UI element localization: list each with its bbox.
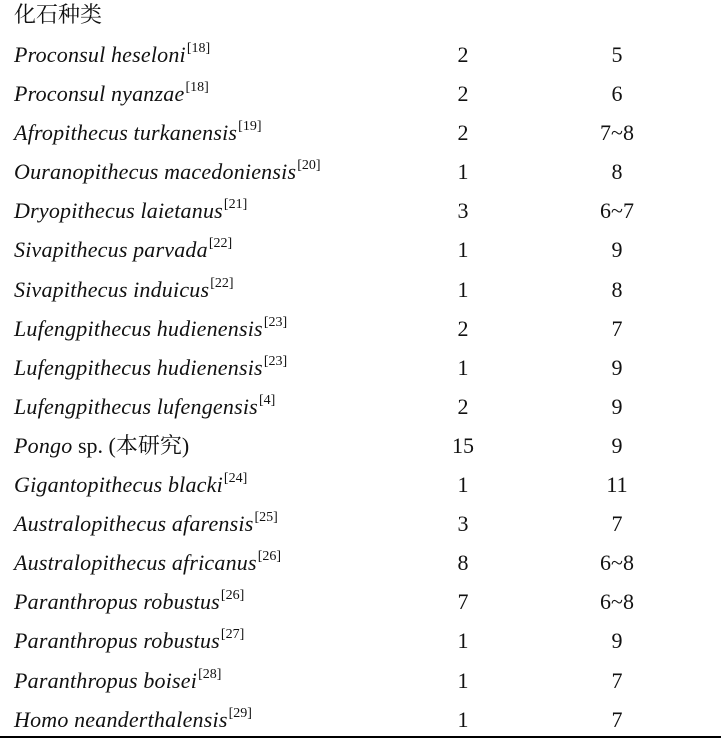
measure-value: 6 bbox=[611, 81, 623, 107]
specimen-count: 2 bbox=[457, 393, 469, 419]
species-epithet: nyanzae bbox=[110, 81, 185, 107]
specimen-count: 15 bbox=[452, 432, 474, 458]
species-epithet: induicus bbox=[133, 276, 210, 302]
reference-citation: [23] bbox=[263, 314, 288, 330]
measure-value: 6~8 bbox=[600, 589, 634, 615]
genus-name: Sivapithecus bbox=[14, 237, 128, 263]
reference-citation: [20] bbox=[297, 158, 321, 174]
genus-name: Lufengpithecus bbox=[14, 393, 152, 419]
specimen-count: 8 bbox=[457, 550, 469, 576]
species-epithet: neanderthalensis bbox=[74, 706, 228, 732]
table-row bbox=[0, 621, 721, 660]
species-name bbox=[14, 270, 234, 309]
specimen-count: 3 bbox=[457, 511, 469, 537]
species-epithet: laietanus bbox=[140, 198, 223, 224]
genus-name: Paranthropus bbox=[14, 589, 138, 615]
species-epithet: afarensis bbox=[171, 511, 254, 537]
species-epithet: turkanensis bbox=[133, 120, 238, 146]
species-name bbox=[14, 582, 244, 621]
species-epithet: parvada bbox=[133, 237, 208, 263]
species-name bbox=[14, 74, 209, 113]
species-name bbox=[14, 700, 252, 739]
table-row bbox=[0, 504, 721, 543]
table-row bbox=[0, 426, 721, 465]
species-epithet: robustus bbox=[143, 589, 220, 615]
table-row bbox=[0, 582, 721, 621]
genus-name: Gigantopithecus bbox=[14, 472, 163, 498]
reference-citation: [18] bbox=[186, 41, 211, 56]
reference-citation: [29] bbox=[228, 705, 252, 721]
specimen-count: 1 bbox=[457, 159, 469, 185]
measure-value: 7~8 bbox=[600, 120, 634, 146]
species-name bbox=[14, 191, 247, 230]
measure-value: 8 bbox=[611, 276, 623, 302]
species-epithet: africanus bbox=[171, 550, 257, 576]
table-row bbox=[0, 113, 721, 152]
species-name bbox=[14, 465, 247, 504]
table-row bbox=[0, 387, 721, 426]
name-suffix: sp. (本研究) bbox=[77, 432, 190, 458]
reference-citation: [24] bbox=[223, 471, 248, 487]
specimen-count: 2 bbox=[457, 315, 469, 341]
species-epithet: hudienensis bbox=[156, 354, 263, 380]
genus-name: Australopithecus bbox=[14, 550, 167, 576]
species-name bbox=[14, 348, 287, 387]
table-row bbox=[0, 74, 721, 113]
species-name bbox=[14, 543, 281, 582]
table-row bbox=[0, 35, 721, 74]
specimen-count: 1 bbox=[457, 628, 469, 654]
reference-citation: [27] bbox=[220, 627, 245, 643]
measure-value: 7 bbox=[611, 315, 623, 341]
genus-name: Proconsul bbox=[14, 81, 106, 107]
measure-value: 9 bbox=[611, 237, 623, 263]
species-name bbox=[14, 152, 321, 191]
species-epithet: hudienensis bbox=[156, 315, 263, 341]
specimen-count: 1 bbox=[457, 354, 469, 380]
table-row bbox=[0, 230, 721, 269]
reference-citation: [21] bbox=[223, 197, 248, 213]
genus-name: Australopithecus bbox=[14, 511, 167, 537]
genus-name: Paranthropus bbox=[14, 667, 138, 693]
species-epithet: heseloni bbox=[110, 42, 186, 67]
reference-citation: [18] bbox=[185, 80, 209, 96]
species-epithet: blacki bbox=[167, 472, 223, 498]
measure-value: 6~7 bbox=[600, 198, 634, 224]
specimen-count: 7 bbox=[457, 589, 469, 615]
genus-name: Lufengpithecus bbox=[14, 354, 152, 380]
measure-value: 8 bbox=[611, 159, 623, 185]
reference-citation: [28] bbox=[198, 666, 222, 682]
genus-name: Sivapithecus bbox=[14, 276, 128, 302]
reference-citation: [26] bbox=[220, 588, 245, 604]
specimen-count: 1 bbox=[457, 237, 469, 263]
reference-citation: [22] bbox=[210, 275, 234, 291]
measure-value: 5 bbox=[611, 42, 623, 67]
reference-citation: [25] bbox=[254, 510, 278, 526]
species-epithet: robustus bbox=[143, 628, 220, 654]
table-row bbox=[0, 309, 721, 348]
species-name bbox=[14, 426, 190, 465]
genus-name: Homo bbox=[14, 706, 69, 732]
genus-name: Paranthropus bbox=[14, 628, 138, 654]
genus-name: Dryopithecus bbox=[14, 198, 135, 224]
species-name bbox=[14, 504, 278, 543]
species-name bbox=[14, 35, 210, 74]
reference-citation: [26] bbox=[257, 549, 282, 565]
specimen-count: 1 bbox=[457, 667, 469, 693]
genus-name: Ouranopithecus bbox=[14, 159, 159, 185]
measure-value: 9 bbox=[611, 628, 623, 654]
table-row bbox=[0, 465, 721, 504]
genus-name: Pongo bbox=[14, 432, 73, 458]
measure-value: 9 bbox=[611, 354, 623, 380]
measure-value: 9 bbox=[611, 432, 623, 458]
genus-name: Afropithecus bbox=[14, 120, 129, 146]
table-row bbox=[0, 191, 721, 230]
table-body bbox=[0, 35, 721, 739]
species-name bbox=[14, 230, 232, 269]
species-name bbox=[14, 387, 275, 426]
species-epithet: lufengensis bbox=[156, 393, 258, 419]
table-row bbox=[0, 270, 721, 309]
table-row bbox=[0, 700, 721, 739]
measure-value: 7 bbox=[611, 511, 623, 537]
measure-value: 6~8 bbox=[600, 550, 634, 576]
genus-name: Proconsul bbox=[14, 42, 106, 67]
table-row bbox=[0, 661, 721, 700]
specimen-count: 1 bbox=[457, 472, 469, 498]
specimen-count: 1 bbox=[457, 706, 469, 732]
genus-name: Lufengpithecus bbox=[14, 315, 152, 341]
measure-value: 9 bbox=[611, 393, 623, 419]
table-row bbox=[0, 152, 721, 191]
specimen-count: 2 bbox=[457, 81, 469, 107]
measure-value: 11 bbox=[606, 472, 628, 498]
table-header-fossil-species: 化石种类 bbox=[14, 3, 103, 28]
measure-value: 7 bbox=[611, 667, 623, 693]
specimen-count: 1 bbox=[457, 276, 469, 302]
reference-citation: [19] bbox=[238, 119, 262, 135]
specimen-count: 2 bbox=[457, 42, 469, 67]
reference-citation: [23] bbox=[263, 353, 288, 369]
specimen-count: 2 bbox=[457, 120, 469, 146]
species-epithet: macedoniensis bbox=[164, 159, 297, 185]
table-row bbox=[0, 348, 721, 387]
species-name bbox=[14, 113, 261, 152]
reference-citation: [22] bbox=[208, 236, 233, 252]
species-epithet: boisei bbox=[143, 667, 198, 693]
measure-value: 7 bbox=[611, 706, 623, 732]
specimen-count: 3 bbox=[457, 198, 469, 224]
table-bottom-rule bbox=[0, 736, 721, 738]
reference-citation: [4] bbox=[258, 392, 276, 408]
species-name bbox=[14, 661, 221, 700]
species-name bbox=[14, 309, 287, 348]
species-name bbox=[14, 621, 244, 660]
table-row bbox=[0, 543, 721, 582]
